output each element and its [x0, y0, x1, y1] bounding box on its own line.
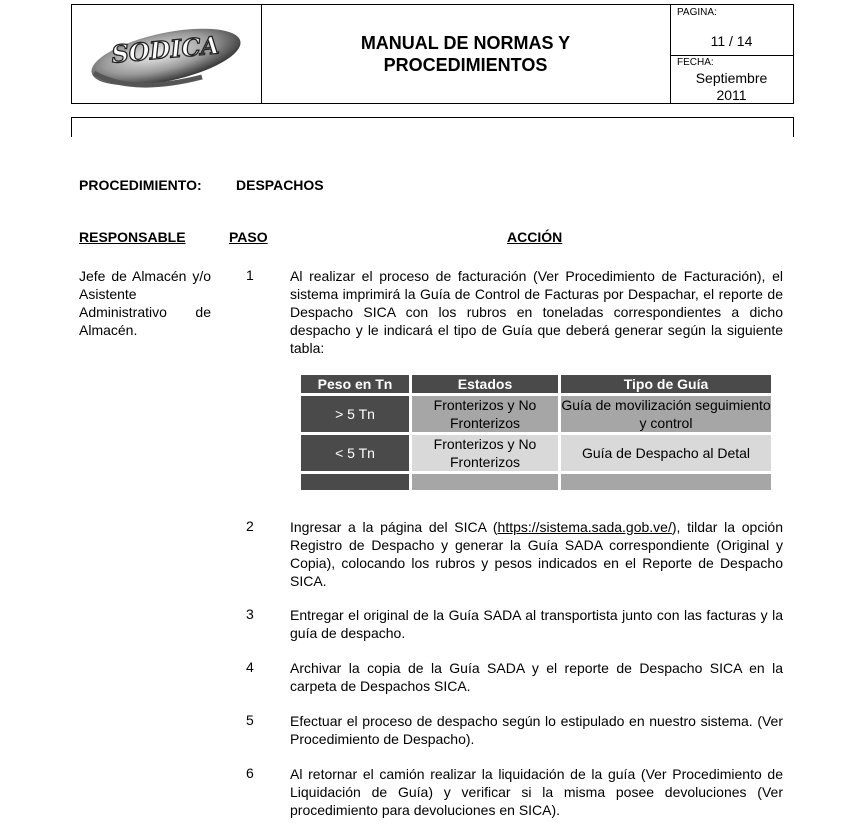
date-year: 2011: [716, 87, 747, 103]
logo-cell: [72, 5, 262, 103]
column-accion: ACCIÓN: [507, 229, 563, 245]
step-text: Entregar el original de la Guía SADA al transportista junto con las facturas y la guía de despacho.: [290, 607, 783, 641]
table-header-cell: Tipo de Guía: [561, 375, 771, 393]
page-label: PAGINA:: [677, 7, 717, 18]
step-text-part: Ingresar a la página del SICA (: [290, 519, 498, 535]
table-cell: [561, 474, 771, 490]
responsible-text: Jefe de Almacén y/o Asistente Administrativo de Almacén.: [79, 268, 211, 338]
table-cell: Guía de movilización seguimiento y control: [561, 397, 771, 431]
table-cell: [412, 474, 558, 490]
manual-title: [261, 5, 671, 103]
table-cell: Fronterizos y No Fronterizos: [412, 396, 558, 432]
date-label: FECHA:: [677, 57, 714, 68]
step-text: Al realizar el proceso de facturación (Ver Procedimiento de Facturación), el sistema imprimirá la Guía de Control de Facturas por Despachar, el reporte de Despacho SICA con los rubros en toneladas correspondientes a dicho despacho y le indicará el tipo de Guía que deberá generar según la siguiente tabla:: [290, 268, 783, 356]
page-number: 11 / 14: [710, 33, 753, 49]
sica-link[interactable]: https://sistema.sada.gob.ve/: [497, 519, 672, 535]
step-text-part: ), tildar la opción Registro de Despacho y generar la Guía SADA correspondiente (Original y Copia), colocando los rubros y pesos indicados en el Reporte de Despacho SICA.: [290, 519, 784, 589]
sodica-logo: [72, 5, 261, 103]
step-number: 3: [246, 606, 254, 622]
step-text: Archivar la copia de la Guía SADA y el reporte de Despacho SICA en la carpeta de Despachos SICA.: [290, 660, 783, 694]
table-cell: Fronterizos y No Fronterizos: [412, 435, 558, 471]
table-cell: > 5 Tn: [301, 396, 409, 432]
step-number: 1: [246, 267, 254, 283]
table-cell: Guía de Despacho al Detal: [561, 435, 771, 471]
table-header-row: [301, 375, 771, 393]
table-header-cell: Estados: [412, 375, 558, 393]
meta-cell: [670, 5, 793, 103]
table-row: [301, 474, 771, 490]
procedure-value: DESPACHOS: [236, 177, 324, 193]
title-line-1: MANUAL DE NORMAS Y: [360, 33, 571, 53]
step-text: [290, 518, 783, 590]
table-row: [301, 396, 771, 432]
logo-text: SODICA: [110, 30, 221, 69]
table-cell: [301, 474, 409, 490]
step-number: 6: [246, 765, 254, 781]
document-header: [71, 4, 794, 104]
date-month: Septiembre: [695, 70, 768, 86]
step-number: 4: [246, 659, 254, 675]
procedure-label: PROCEDIMIENTO:: [79, 177, 202, 193]
table-row: [301, 435, 771, 471]
column-responsable: RESPONSABLE: [79, 229, 186, 245]
guide-type-table: [298, 372, 774, 493]
step-number: 5: [246, 712, 254, 728]
table-header-cell: Peso en Tn: [301, 375, 409, 393]
step-text: Al retornar el camión realizar la liquidación de la guía (Ver Procedimiento de Liquidación de Guía) y verificar si la misma posee devoluciones (Ver procedimiento para devoluciones en SICA).: [290, 766, 783, 818]
page-box: [670, 5, 793, 56]
column-paso: PASO: [229, 229, 268, 245]
title-line-2: PROCEDIMIENTOS: [383, 55, 548, 75]
table-cell: < 5 Tn: [301, 435, 409, 471]
step-text: Efectuar el proceso de despacho según lo estipulado en nuestro sistema. (Ver Procedimiento de Despacho).: [290, 713, 783, 747]
content-frame: [71, 117, 794, 137]
step-number: 2: [246, 518, 254, 534]
